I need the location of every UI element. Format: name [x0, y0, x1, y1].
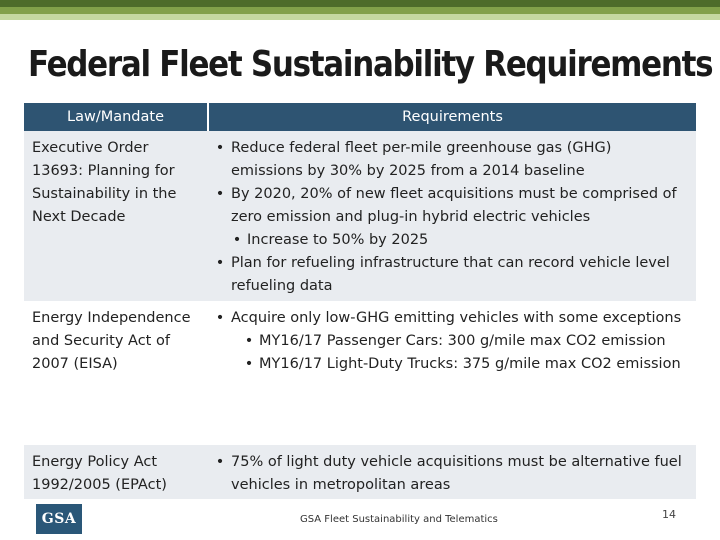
- requirements-cell: [209, 301, 696, 445]
- requirements-cell: [209, 445, 696, 499]
- bullet-icon: •: [215, 255, 225, 271]
- requirements-cell: [209, 131, 696, 301]
- table-header: [24, 103, 696, 131]
- header-requirements: Requirements: [402, 109, 503, 125]
- top-accent-bar-light: [0, 14, 720, 20]
- top-accent-bar-mid: [0, 7, 720, 14]
- footer-text: GSA Fleet Sustainability and Telematics: [300, 514, 498, 525]
- bullet-icon: •: [232, 232, 242, 248]
- bullet-icon: •: [215, 310, 225, 326]
- sub-list-item: • MY16/17 Passenger Cars: 300 g/mile max CO2 emission: [209, 330, 686, 353]
- list-item: • Reduce federal fleet per-mile greenhouse gas (GHG) emissions by 30% by 2025 from a 2014 baseline: [209, 137, 686, 183]
- bullet-icon: •: [215, 140, 225, 156]
- bullet-icon: •: [244, 356, 254, 372]
- list-item: • 75% of light duty vehicle acquisitions must be alternative fuel vehicles in metropolitan areas: [209, 451, 686, 497]
- sub-list-item: • Increase to 50% by 2025: [209, 229, 686, 252]
- sub-list-item: • MY16/17 Light-Duty Trucks: 375 g/mile max CO2 emission: [209, 353, 686, 376]
- table-row: [24, 445, 696, 499]
- bullet-icon: •: [244, 333, 254, 349]
- list-item: • Plan for refueling infrastructure that can record vehicle level refueling data: [209, 252, 686, 298]
- top-accent-bar-dark: [0, 0, 720, 7]
- bullet-icon: •: [215, 186, 225, 202]
- table-row: [24, 301, 696, 445]
- list-item: • By 2020, 20% of new fleet acquisitions must be comprised of zero emission and plug-in hybrid electric vehicles: [209, 183, 686, 229]
- law-cell: Executive Order 13693: Planning for Sustainability in the Next Decade: [32, 140, 177, 225]
- list-item: • Acquire only low-GHG emitting vehicles with some exceptions: [209, 307, 686, 330]
- page-number: 14: [662, 508, 676, 521]
- requirements-table: [24, 103, 696, 499]
- law-cell: Energy Independence and Security Act of 2007 (EISA): [32, 310, 191, 372]
- header-law: Law/Mandate: [67, 109, 164, 125]
- slide-title: Federal Fleet Sustainability Requirements: [28, 44, 713, 85]
- table-row: [24, 131, 696, 301]
- gsa-logo-text: GSA: [41, 511, 77, 527]
- law-cell: Energy Policy Act 1992/2005 (EPAct): [32, 454, 167, 493]
- bullet-icon: •: [215, 454, 225, 470]
- gsa-logo: [36, 504, 82, 534]
